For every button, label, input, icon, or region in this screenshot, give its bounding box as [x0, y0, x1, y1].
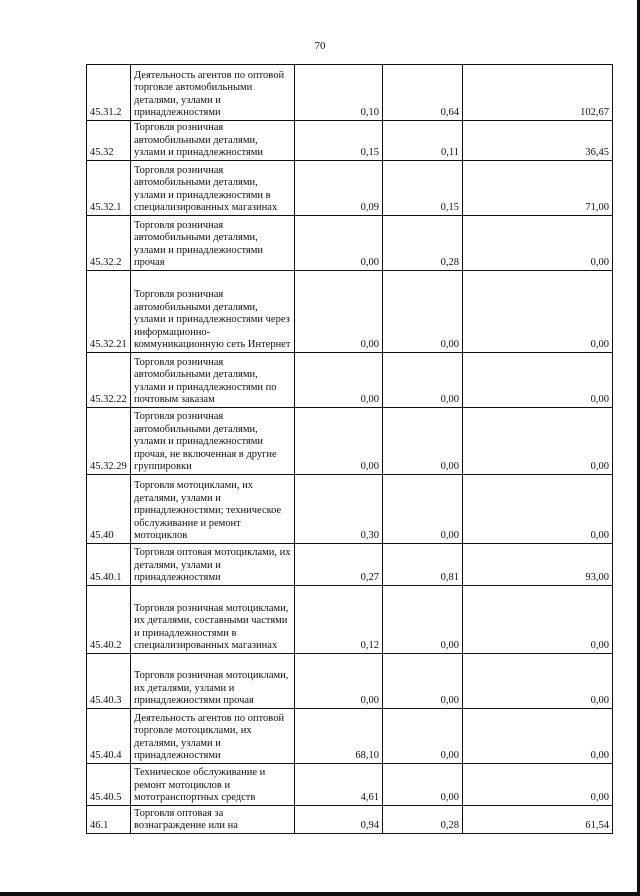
okved-code: 45.40.2 — [87, 586, 131, 654]
value-3: 0,00 — [463, 709, 613, 764]
activity-name: Торговля розничная автомобильными деталями, узлами и принадлежностями через информационно-коммуникационную сеть Интернет — [131, 271, 295, 353]
value-2: 0,28 — [383, 216, 463, 271]
table-row — [87, 544, 613, 586]
table-row — [87, 161, 613, 216]
okved-code: 45.40.4 — [87, 709, 131, 764]
value-1: 0,09 — [295, 161, 383, 216]
value-3: 0,00 — [463, 353, 613, 408]
table-row — [87, 408, 613, 475]
value-3: 71,00 — [463, 161, 613, 216]
value-1: 0,00 — [295, 216, 383, 271]
scan-border-bottom — [0, 892, 640, 896]
activity-name: Торговля розничная автомобильными деталями, узлами и принадлежностями прочая — [131, 216, 295, 271]
okved-code: 45.40.3 — [87, 654, 131, 709]
value-1: 0,00 — [295, 271, 383, 353]
okved-table — [86, 64, 613, 834]
okved-code: 45.40.1 — [87, 544, 131, 586]
value-1: 0,00 — [295, 353, 383, 408]
table-row — [87, 654, 613, 709]
activity-name: Деятельность агентов по оптовой торговле автомобильными деталями, узлами и принадлежностями — [131, 65, 295, 121]
page-number: 70 — [314, 40, 326, 52]
table-row — [87, 764, 613, 806]
value-1: 0,12 — [295, 586, 383, 654]
table-row — [87, 216, 613, 271]
value-3: 61,54 — [463, 806, 613, 834]
activity-name: Торговля розничная автомобильными деталями, узлами и принадлежностями прочая, не включенная в другие группировки — [131, 408, 295, 475]
value-1: 4,61 — [295, 764, 383, 806]
value-3: 36,45 — [463, 121, 613, 161]
value-2: 0,00 — [383, 709, 463, 764]
okved-code: 45.32.21 — [87, 271, 131, 353]
table-row — [87, 709, 613, 764]
value-2: 0,00 — [383, 271, 463, 353]
value-2: 0,64 — [383, 65, 463, 121]
value-3: 0,00 — [463, 475, 613, 544]
activity-name: Торговля розничная автомобильными деталями, узлами и принадлежностями по почтовым заказам — [131, 353, 295, 408]
table-row — [87, 353, 613, 408]
activity-name: Торговля розничная мотоциклами, их деталями, составными частями и принадлежностями в специализированных магазинах — [131, 586, 295, 654]
value-3: 0,00 — [463, 271, 613, 353]
value-3: 0,00 — [463, 654, 613, 709]
okved-code: 45.32.22 — [87, 353, 131, 408]
value-2: 0,81 — [383, 544, 463, 586]
value-1: 0,94 — [295, 806, 383, 834]
activity-name: Торговля оптовая за вознаграждение или на — [131, 806, 295, 834]
value-2: 0,00 — [383, 764, 463, 806]
value-3: 0,00 — [463, 216, 613, 271]
table-row — [87, 806, 613, 834]
value-2: 0,00 — [383, 586, 463, 654]
value-2: 0,28 — [383, 806, 463, 834]
table-row — [87, 586, 613, 654]
okved-code: 46.1 — [87, 806, 131, 834]
activity-name: Торговля розничная мотоциклами, их деталями, узлами и принадлежностями прочая — [131, 654, 295, 709]
value-2: 0,00 — [383, 654, 463, 709]
value-3: 0,00 — [463, 408, 613, 475]
value-3: 0,00 — [463, 586, 613, 654]
value-1: 0,30 — [295, 475, 383, 544]
value-1: 0,00 — [295, 408, 383, 475]
value-2: 0,00 — [383, 353, 463, 408]
value-2: 0,00 — [383, 408, 463, 475]
okved-code: 45.32.29 — [87, 408, 131, 475]
value-3: 93,00 — [463, 544, 613, 586]
value-1: 0,10 — [295, 65, 383, 121]
table-row — [87, 475, 613, 544]
okved-code: 45.32 — [87, 121, 131, 161]
okved-code: 45.32.2 — [87, 216, 131, 271]
activity-name: Деятельность агентов по оптовой торговле мотоциклами, их деталями, узлами и принадлежностями — [131, 709, 295, 764]
value-1: 0,15 — [295, 121, 383, 161]
activity-name: Торговля розничная автомобильными деталями, узлами и принадлежностями — [131, 121, 295, 161]
table-row — [87, 271, 613, 353]
activity-name: Торговля розничная автомобильными деталями, узлами и принадлежностями в специализированных магазинах — [131, 161, 295, 216]
okved-code: 45.32.1 — [87, 161, 131, 216]
value-2: 0,15 — [383, 161, 463, 216]
value-1: 0,00 — [295, 654, 383, 709]
table-row — [87, 65, 613, 121]
activity-name: Техническое обслуживание и ремонт мотоциклов и мототранспортных средств — [131, 764, 295, 806]
value-3: 102,67 — [463, 65, 613, 121]
value-2: 0,00 — [383, 475, 463, 544]
okved-code: 45.31.2 — [87, 65, 131, 121]
value-2: 0,11 — [383, 121, 463, 161]
okved-code: 45.40 — [87, 475, 131, 544]
okved-code: 45.40.5 — [87, 764, 131, 806]
table-row — [87, 121, 613, 161]
activity-name: Торговля мотоциклами, их деталями, узлами и принадлежностями; техническое обслуживание и ремонт мотоциклов — [131, 475, 295, 544]
value-1: 0,27 — [295, 544, 383, 586]
activity-name: Торговля оптовая мотоциклами, их деталями, узлами и принадлежностями — [131, 544, 295, 586]
value-3: 0,00 — [463, 764, 613, 806]
value-1: 68,10 — [295, 709, 383, 764]
